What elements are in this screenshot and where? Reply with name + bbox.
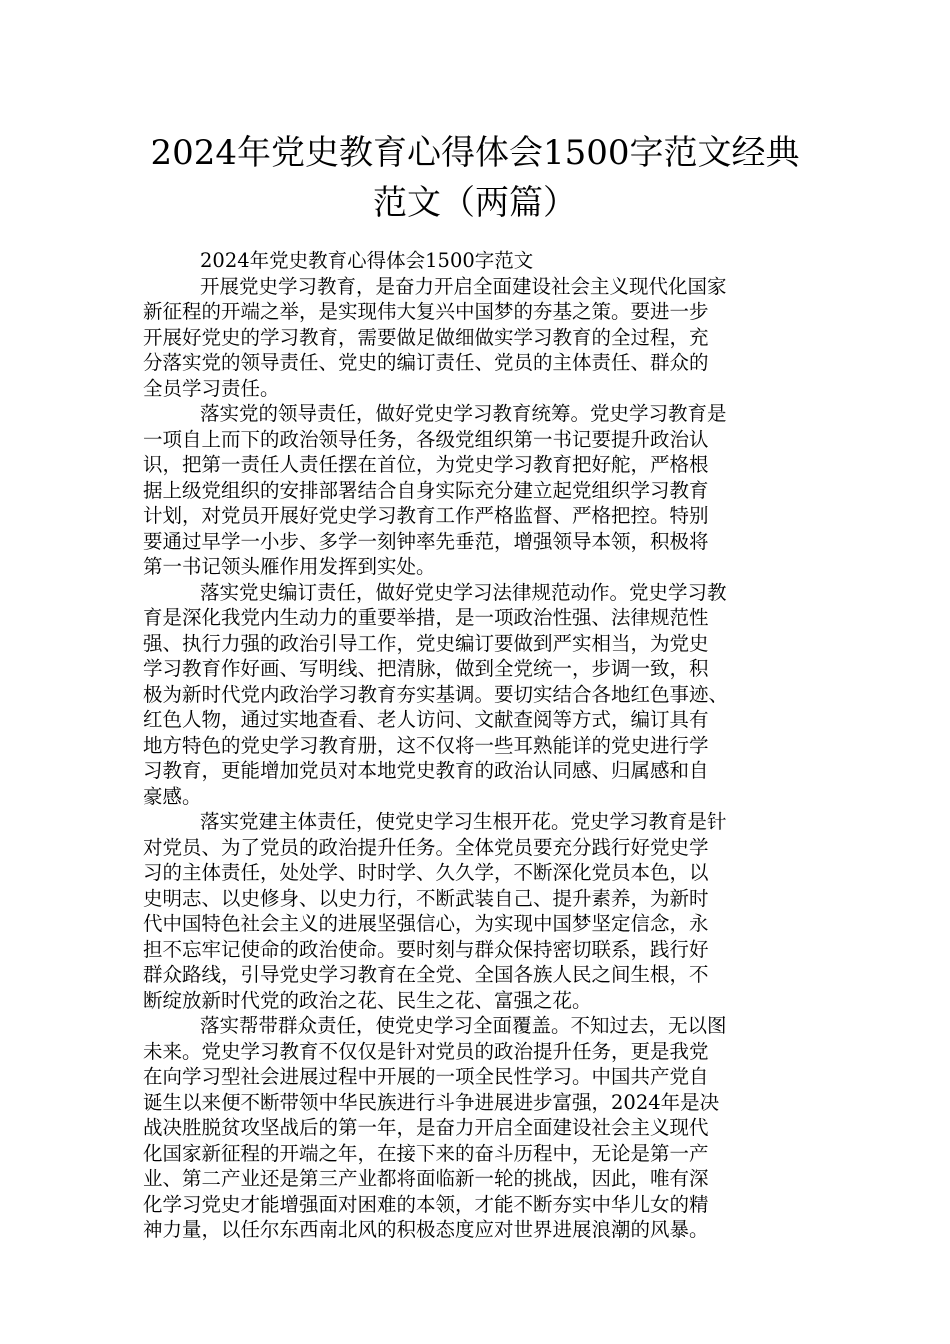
text-line: 习教育，更能增加党员对本地党史教育的政治认同感、归属感和自 [143,759,709,782]
paragraph [143,401,813,580]
text-line: 断绽放新时代党的政治之花、民生之花、富强之花。 [143,988,592,1012]
text-line: 一项自上而下的政治领导任务，各级党组织第一书记要提升政治认 [143,427,709,451]
text-line: 业、第二产业还是第三产业都将面临新一轮的挑战，因此，唯有深 [143,1167,709,1190]
text-line: 开展党史学习教育，是奋力开启全面建设社会主义现代化国家 [200,274,727,298]
text-line: 对党员、为了党员的政治提升任务。全体党员要充分践行好党史学 [143,835,709,859]
text-line: 担不忘牢记使命的政治使命。要时刻与群众保持密切联系，践行好 [143,937,709,961]
text-line: 地方特色的党史学习教育册，这不仅将一些耳熟能详的党史进行学 [143,733,709,757]
text-line: 全员学习责任。 [143,376,280,400]
document-title [120,128,830,228]
text-line: 习的主体责任，处处学、时时学、久久学，不断深化党员本色，以 [143,861,709,884]
text-line: 落实党史编订责任，做好党史学习法律规范动作。党史学习教 [200,580,727,604]
text-line: 开展好党史的学习教育，需要做足做细做实学习教育的全过程，充 [143,325,709,349]
text-line: 育是深化我党内生动力的重要举措，是一项政治性强、法律规范性 [143,606,709,629]
text-line: 未来。党史学习教育不仅仅是针对党员的政治提升任务，更是我党 [143,1039,709,1063]
text-line: 第一书记领头雁作用发挥到实处。 [143,555,436,578]
text-line: 群众路线，引导党史学习教育在全党、全国各族人民之间生根，不 [143,963,709,986]
text-line: 分落实党的领导责任、党史的编订责任、党员的主体责任、群众的 [143,351,709,374]
text-line: 要通过早学一小步、多学一刻钟率先垂范，增强领导本领，积极将 [143,529,709,553]
text-line: 计划，对党员开展好党史学习教育工作严格监督、严格把控。特别 [143,504,709,527]
text-line: 代中国特色社会主义的进展坚强信心，为实现中国梦坚定信念，永 [143,912,709,935]
paragraph [143,274,813,402]
text-line: 战决胜脱贫攻坚战后的第一年，是奋力开启全面建设社会主义现代 [143,1116,709,1139]
text-line: 豪感。 [143,784,202,808]
text-line: 新征程的开端之举，是实现伟大复兴中国梦的夯基之策。要进一步 [143,300,709,323]
text-line: 史明志、以史修身、以史力行，不断武装自己、提升素养，为新时 [143,886,709,910]
text-line: 落实党的领导责任，做好党史学习教育统筹。党史学习教育是 [200,402,727,425]
article-subtitle: 2024年党史教育心得体会1500字范文 [200,249,534,272]
text-line: 据上级党组织的安排部署结合自身实际充分建立起党组织学习教育 [143,478,709,502]
text-line: 强、执行力强的政治引导工作，党史编订要做到严实相当，为党史 [143,631,709,655]
text-line: 神力量，以任尔东西南北风的积极态度应对世界进展浪潮的风暴。 [143,1218,709,1241]
text-line: 在向学习型社会进展过程中开展的一项全民性学习。中国共产党自 [143,1065,709,1088]
paragraph [143,1013,813,1243]
document-title-line: 范文（两篇） [373,183,577,223]
text-line: 化国家新征程的开端之年，在接下来的奋斗历程中，无论是第一产 [143,1141,709,1165]
text-line: 落实党建主体责任，使党史学习生根开花。党史学习教育是针 [200,810,727,833]
text-line: 落实帮带群众责任，使党史学习全面覆盖。不知过去，无以图 [200,1014,727,1037]
paragraph [143,809,813,1013]
text-line: 化学习党史才能增强面对困难的本领，才能不断夯实中华儿女的精 [143,1192,709,1216]
text-line: 识，把第一责任人责任摆在首位，为党史学习教育把好舵，严格根 [143,453,709,476]
document-body [143,248,813,1243]
document-title-line: 2024年党史教育心得体会1500字范文经典 [150,133,800,173]
text-line: 极为新时代党内政治学习教育夯实基调。要切实结合各地红色事迹、 [143,682,729,706]
text-line: 学习教育作好画、写明线、把清脉，做到全党统一，步调一致，积 [143,657,709,680]
text-line: 红色人物，通过实地查看、老人访问、文献查阅等方式，编订具有 [143,708,709,731]
text-line: 诞生以来便不断带领中华民族进行斗争进展进步富强，2024年是决 [143,1090,720,1114]
paragraph [143,580,813,810]
